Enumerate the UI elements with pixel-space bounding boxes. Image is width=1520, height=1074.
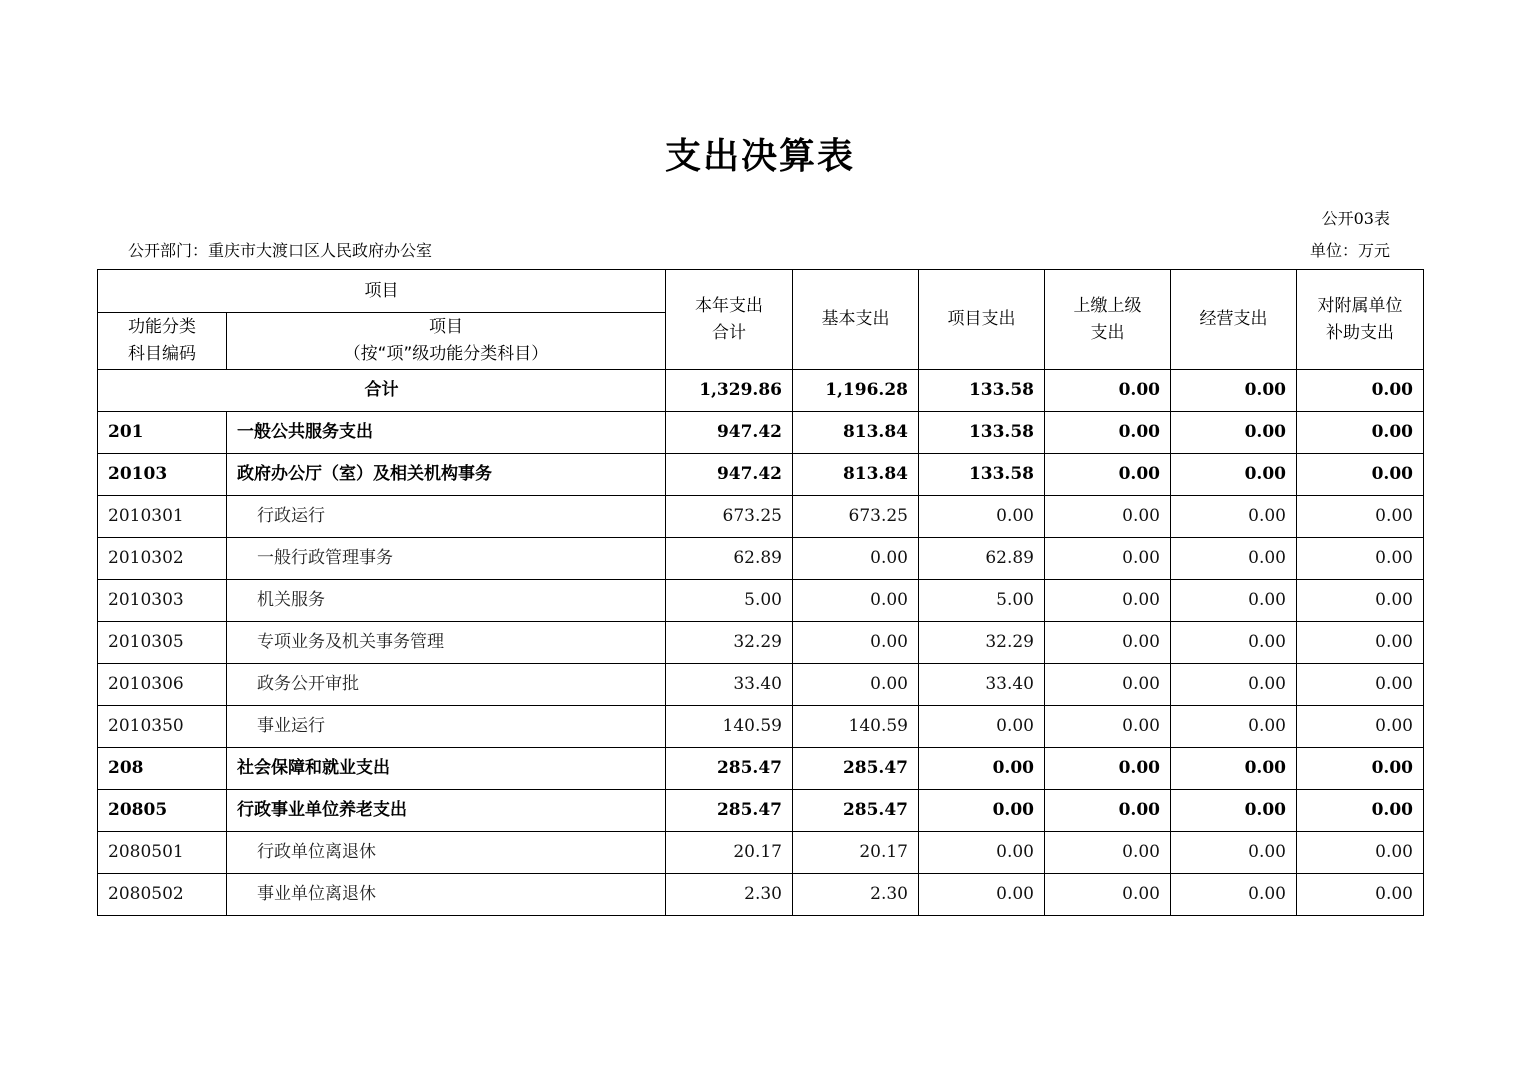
table-row (98, 496, 1424, 538)
header-subsidy: 对附属单位 补助支出 (1297, 270, 1424, 370)
row-code: 2010350 (98, 706, 227, 748)
row-cell-subsidy: 0.00 (1297, 454, 1424, 496)
row-cell-basic: 0.00 (793, 622, 919, 664)
row-cell-project: 0.00 (919, 874, 1045, 916)
row-code: 2010305 (98, 622, 227, 664)
row-cell-total: 947.42 (666, 412, 793, 454)
row-cell-subsidy: 0.00 (1297, 832, 1424, 874)
row-cell-project: 5.00 (919, 580, 1045, 622)
row-cell-upper: 0.00 (1045, 832, 1171, 874)
row-cell-subsidy: 0.00 (1297, 790, 1424, 832)
row-cell-total: 2.30 (666, 874, 793, 916)
row-cell-subsidy: 0.00 (1297, 874, 1424, 916)
row-name: 社会保障和就业支出 (227, 748, 666, 790)
total-cell-basic: 1,196.28 (793, 370, 919, 412)
row-code: 20103 (98, 454, 227, 496)
row-cell-business: 0.00 (1171, 454, 1297, 496)
row-cell-business: 0.00 (1171, 580, 1297, 622)
row-cell-upper: 0.00 (1045, 748, 1171, 790)
row-cell-project: 0.00 (919, 748, 1045, 790)
table-row (98, 412, 1424, 454)
row-cell-upper: 0.00 (1045, 538, 1171, 580)
row-cell-project: 133.58 (919, 412, 1045, 454)
unit-label: 单位：万元 (1309, 241, 1390, 260)
row-cell-subsidy: 0.00 (1297, 496, 1424, 538)
row-name: 事业单位离退休 (227, 874, 666, 916)
row-cell-upper: 0.00 (1045, 664, 1171, 706)
row-cell-business: 0.00 (1171, 748, 1297, 790)
row-cell-upper: 0.00 (1045, 622, 1171, 664)
row-cell-total: 947.42 (666, 454, 793, 496)
row-cell-project: 33.40 (919, 664, 1045, 706)
total-label: 合计 (98, 370, 666, 412)
row-name: 事业运行 (227, 706, 666, 748)
expenditure-table (97, 269, 1424, 916)
row-cell-total: 140.59 (666, 706, 793, 748)
total-cell-total: 1,329.86 (666, 370, 793, 412)
row-cell-upper: 0.00 (1045, 412, 1171, 454)
row-cell-total: 673.25 (666, 496, 793, 538)
row-name: 专项业务及机关事务管理 (227, 622, 666, 664)
total-cell-upper: 0.00 (1045, 370, 1171, 412)
row-name: 政务公开审批 (227, 664, 666, 706)
header-code: 功能分类 科目编码 (98, 313, 227, 370)
total-cell-subsidy: 0.00 (1297, 370, 1424, 412)
table-row (98, 706, 1424, 748)
total-cell-business: 0.00 (1171, 370, 1297, 412)
row-cell-total: 62.89 (666, 538, 793, 580)
table-number: 公开03表 (1321, 209, 1390, 228)
row-cell-business: 0.00 (1171, 496, 1297, 538)
table-row (98, 874, 1424, 916)
row-cell-project: 0.00 (919, 790, 1045, 832)
row-code: 2010302 (98, 538, 227, 580)
row-cell-business: 0.00 (1171, 874, 1297, 916)
row-cell-project: 62.89 (919, 538, 1045, 580)
row-cell-subsidy: 0.00 (1297, 622, 1424, 664)
row-name: 一般公共服务支出 (227, 412, 666, 454)
row-cell-business: 0.00 (1171, 622, 1297, 664)
row-name: 政府办公厅（室）及相关机构事务 (227, 454, 666, 496)
row-cell-total: 32.29 (666, 622, 793, 664)
row-cell-business: 0.00 (1171, 706, 1297, 748)
row-cell-upper: 0.00 (1045, 580, 1171, 622)
row-cell-upper: 0.00 (1045, 706, 1171, 748)
row-code: 2010303 (98, 580, 227, 622)
row-cell-business: 0.00 (1171, 664, 1297, 706)
header-name: 项目 （按“项”级功能分类科目） (227, 313, 666, 370)
table-row (98, 622, 1424, 664)
row-cell-basic: 20.17 (793, 832, 919, 874)
table-row (98, 580, 1424, 622)
row-cell-total: 285.47 (666, 748, 793, 790)
table-row (98, 538, 1424, 580)
row-code: 2010306 (98, 664, 227, 706)
row-cell-upper: 0.00 (1045, 790, 1171, 832)
row-cell-subsidy: 0.00 (1297, 538, 1424, 580)
row-code: 2080502 (98, 874, 227, 916)
row-cell-project: 0.00 (919, 832, 1045, 874)
total-row (98, 370, 1424, 412)
row-cell-basic: 140.59 (793, 706, 919, 748)
header-total: 本年支出 合计 (666, 270, 793, 370)
row-cell-subsidy: 0.00 (1297, 664, 1424, 706)
row-cell-basic: 2.30 (793, 874, 919, 916)
row-cell-subsidy: 0.00 (1297, 748, 1424, 790)
row-cell-basic: 285.47 (793, 748, 919, 790)
row-cell-subsidy: 0.00 (1297, 706, 1424, 748)
row-cell-basic: 285.47 (793, 790, 919, 832)
row-cell-project: 0.00 (919, 496, 1045, 538)
row-cell-upper: 0.00 (1045, 454, 1171, 496)
header-business: 经营支出 (1171, 270, 1297, 370)
row-cell-basic: 0.00 (793, 538, 919, 580)
row-cell-business: 0.00 (1171, 790, 1297, 832)
table-row (98, 790, 1424, 832)
row-cell-basic: 0.00 (793, 664, 919, 706)
table-row (98, 454, 1424, 496)
table-row (98, 748, 1424, 790)
department-label: 公开部门：重庆市大渡口区人民政府办公室 (128, 241, 433, 260)
row-cell-subsidy: 0.00 (1297, 412, 1424, 454)
row-name: 一般行政管理事务 (227, 538, 666, 580)
row-name: 行政事业单位养老支出 (227, 790, 666, 832)
row-code: 2010301 (98, 496, 227, 538)
row-cell-total: 285.47 (666, 790, 793, 832)
header-basic: 基本支出 (793, 270, 919, 370)
row-cell-project: 32.29 (919, 622, 1045, 664)
row-name: 机关服务 (227, 580, 666, 622)
table-row (98, 664, 1424, 706)
row-cell-business: 0.00 (1171, 412, 1297, 454)
row-cell-basic: 673.25 (793, 496, 919, 538)
row-cell-basic: 0.00 (793, 580, 919, 622)
header-item-group: 项目 (98, 270, 666, 313)
row-cell-business: 0.00 (1171, 832, 1297, 874)
row-code: 20805 (98, 790, 227, 832)
row-code: 2080501 (98, 832, 227, 874)
row-cell-upper: 0.00 (1045, 496, 1171, 538)
row-cell-business: 0.00 (1171, 538, 1297, 580)
header-upper: 上缴上级 支出 (1045, 270, 1171, 370)
row-cell-subsidy: 0.00 (1297, 580, 1424, 622)
page-title: 支出决算表 (664, 136, 855, 177)
row-cell-total: 33.40 (666, 664, 793, 706)
row-name: 行政运行 (227, 496, 666, 538)
header-project: 项目支出 (919, 270, 1045, 370)
row-code: 208 (98, 748, 227, 790)
row-cell-project: 0.00 (919, 706, 1045, 748)
header-row-1 (98, 270, 1424, 313)
row-cell-project: 133.58 (919, 454, 1045, 496)
row-cell-basic: 813.84 (793, 454, 919, 496)
row-code: 201 (98, 412, 227, 454)
table-row (98, 832, 1424, 874)
row-name: 行政单位离退休 (227, 832, 666, 874)
row-cell-basic: 813.84 (793, 412, 919, 454)
row-cell-total: 5.00 (666, 580, 793, 622)
total-cell-project: 133.58 (919, 370, 1045, 412)
row-cell-total: 20.17 (666, 832, 793, 874)
row-cell-upper: 0.00 (1045, 874, 1171, 916)
